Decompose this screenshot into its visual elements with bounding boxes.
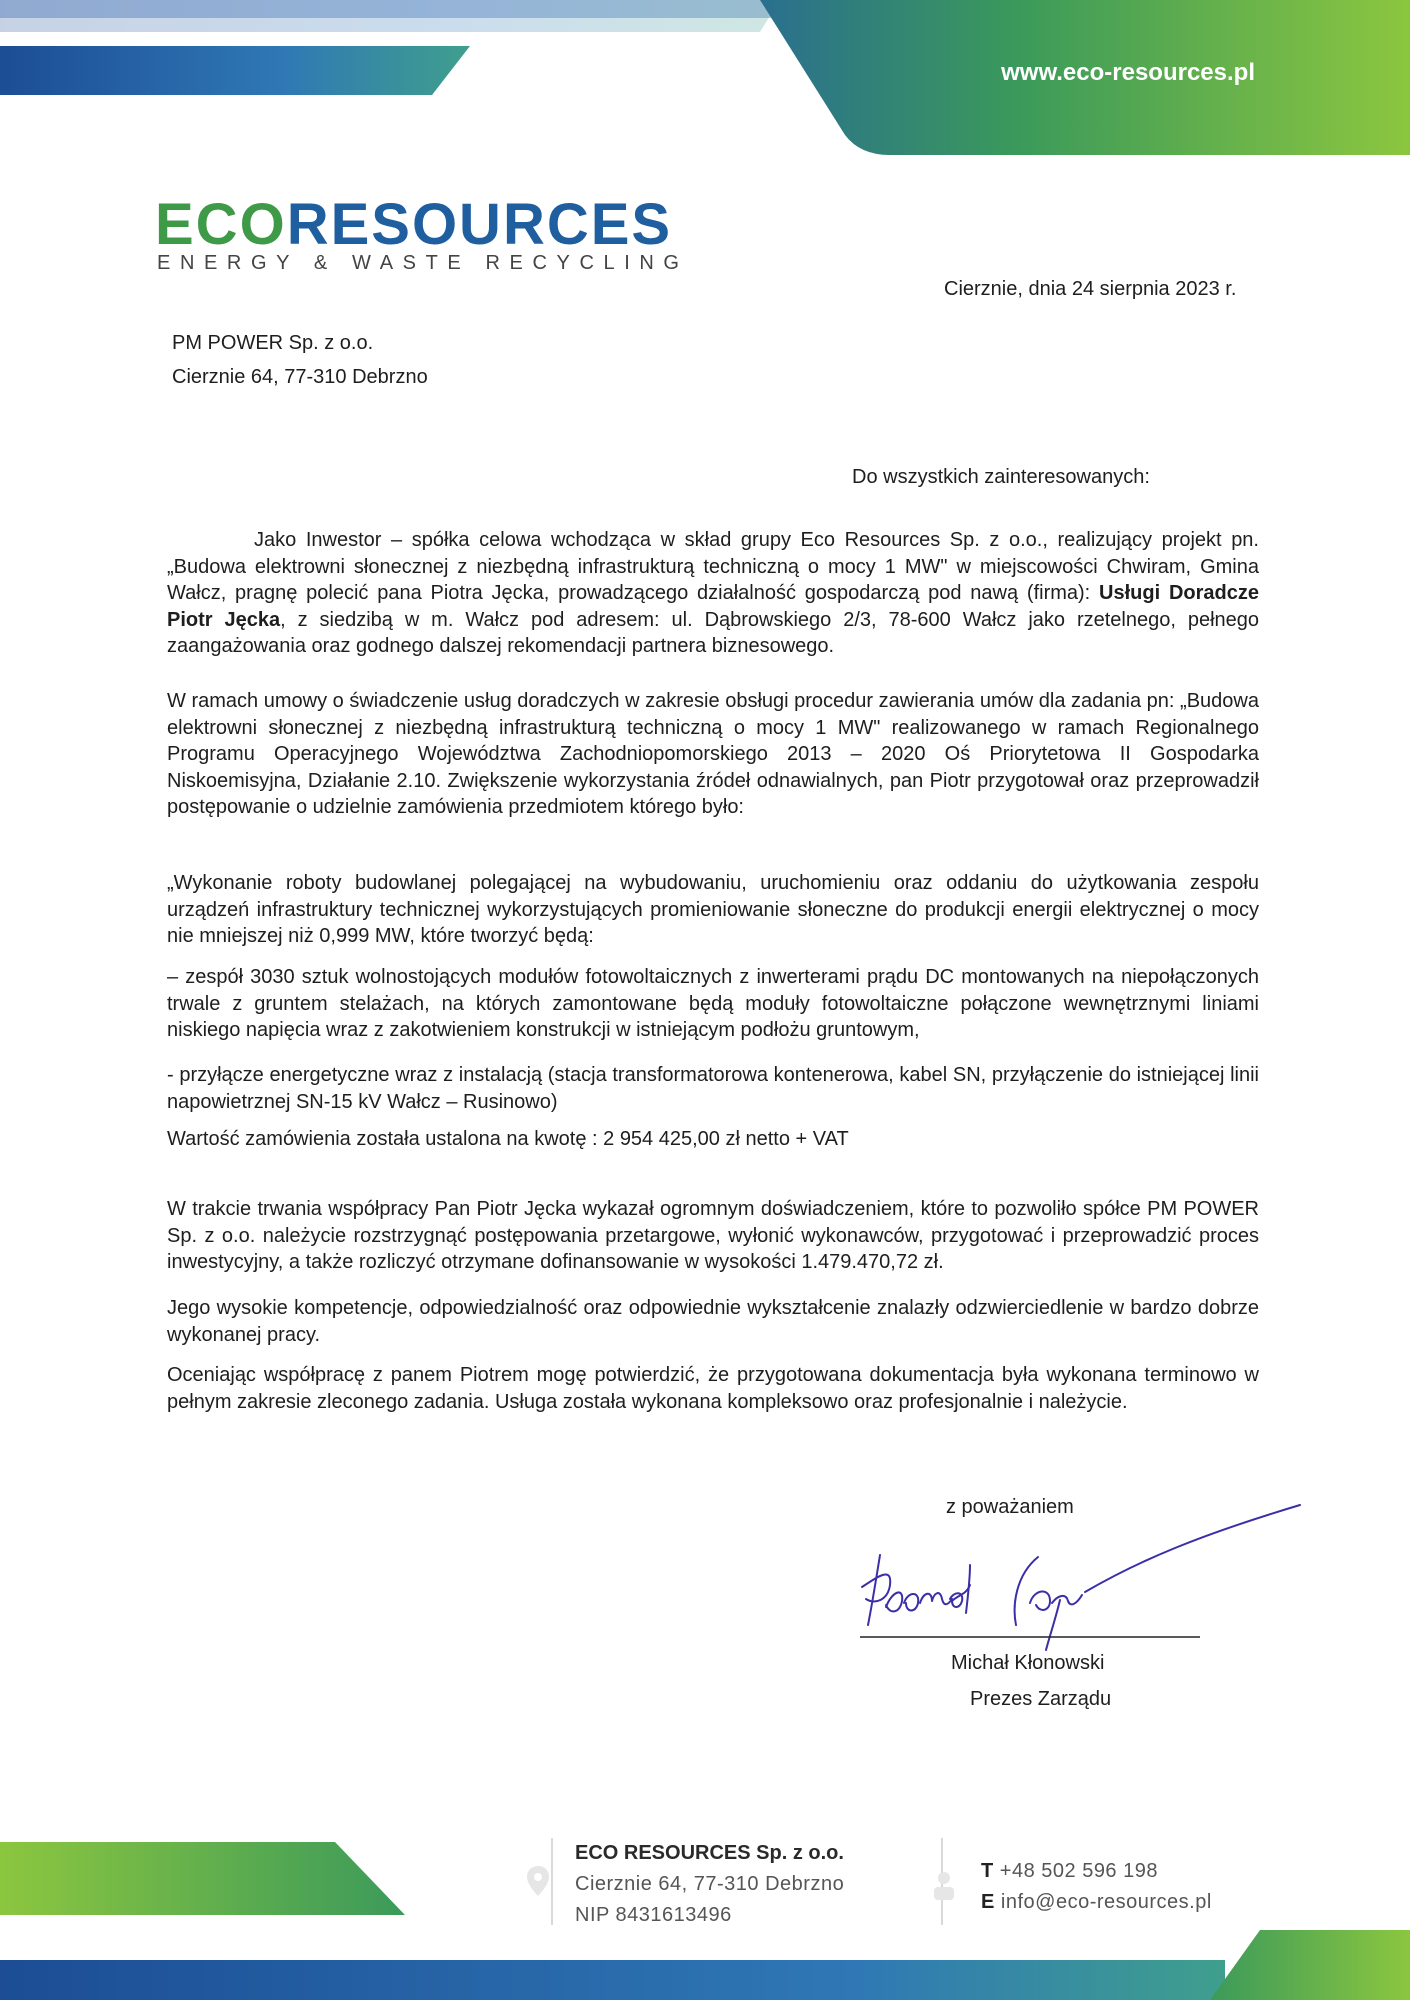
phone-number: +48 502 596 198 <box>999 1860 1158 1882</box>
salutation: Do wszystkich zainteresowanych: <box>852 466 1150 488</box>
contact-person-icon <box>932 1870 956 1902</box>
letter-date: Cierznie, dnia 24 sierpnia 2023 r. <box>944 278 1237 300</box>
phone-label: T <box>981 1860 994 1882</box>
footer-bar-green <box>0 1842 405 1915</box>
bullet-connection: - przyłącze energetyczne wraz z instalacją (stacja transformatorowa kontenerowa, kabel SN, przyłączenie do istniejącej linii napowietrznej SN-15 kV Wałcz – Rusinowo) <box>167 1064 1259 1113</box>
paragraph-1-end: , z siedzibą w m. Wałcz pod adresem: ul. Dąbrowskiego 2/3, 78-600 Wałcz jako rzetelnego, pełnego zaangażowania oraz godnego dalszej rekomendacji partnera biznesowego. <box>167 608 1260 657</box>
paragraph-1 <box>167 527 1259 660</box>
signer-name: Michał Kłonowski <box>951 1652 1105 1674</box>
footer-email[interactable] <box>981 1891 1212 1914</box>
bullet-panels: – zespół 3030 sztuk wolnostojących modułów fotowoltaicznych z inwerterami prądu DC montowanych na niepołączonych trwale z gruntem stelażach, na których zamontowane będą moduły fotowoltaiczne połączone wewnętrznymi liniami niskiego napięcia wraz z zakotwieniem konstrukcji w istniejącym podłożu gruntowym, <box>167 966 1259 1041</box>
paragraph-1-start: Jako Inwestor – spółka celowa wchodząca w skład grupy Eco Resources Sp. z o.o., realizujący projekt pn. „Budowa elektrowni słonecznej z niezbędną infrastrukturą techniczną o mocy 1 MW" w miejscowości Chwiram, Gmina Wałcz, pragnę polecić pana Piotra Jęcka, prowadzącego działalność gospodarczą pod nawą (firma): <box>167 529 1259 604</box>
header-bar-blue-main <box>0 46 470 95</box>
email-address: info@eco-resources.pl <box>1000 1891 1212 1913</box>
email-label: E <box>981 1891 995 1913</box>
footer-address: Cierznie 64, 77-310 Debrzno <box>575 1873 845 1895</box>
order-value: Wartość zamówienia została ustalona na kwotę : 2 954 425,00 zł netto + VAT <box>167 1128 849 1150</box>
logo-tagline: ENERGY & WASTE RECYCLING <box>157 252 689 274</box>
recipient-name: PM POWER Sp. z o.o. <box>172 332 374 354</box>
signer-title: Prezes Zarządu <box>970 1688 1112 1710</box>
logo-eco: ECO <box>155 192 287 257</box>
company-logo <box>155 192 673 257</box>
header-bar-blue <box>0 0 780 32</box>
logo-resources: RESOURCES <box>286 192 673 257</box>
footer-phone[interactable] <box>981 1860 1158 1883</box>
paragraph-4: Jego wysokie kompetencje, odpowiedzialność oraz odpowiednie wykształcenie znalazły odzwierciedlenie w bardzo dobrze wykonanej pracy. <box>167 1297 1259 1346</box>
footer-bar-blue <box>0 1960 1225 2000</box>
recipient-address: Cierznie 64, 77-310 Debrzno <box>172 366 428 388</box>
footer-nip: NIP 8431613496 <box>575 1904 732 1926</box>
paragraph-2: W ramach umowy o świadczenie usług doradczych w zakresie obsługi procedur zawierania umów dla zadania pn: „Budowa elektrowni słonecznej z niezbędną infrastrukturą techniczną o mocy 1 MW" realizowanego w ramach Regionalnego Programu Operacyjnego Województwa Zachodniopomorskiego 2013 – 2020 Oś Priorytetowa II Gospodarka Niskoemisyjna, Działanie 2.10. Zwiększenie wykorzystania źródeł odnawialnych, pan Piotr przygotował oraz przeprowadził postępowanie o udzielnie zamówienia przedmiotem którego było: <box>167 690 1259 818</box>
closing: z poważaniem <box>946 1496 1074 1518</box>
paragraph-3: W trakcie trwania współpracy Pan Piotr Jęcka wykazał ogromnym doświadczeniem, które to pozwoliło spółce PM POWER Sp. z o.o. należycie rozstrzygnąć postępowania przetargowe, wyłonić wykonawców, przygotować i przeprowadzić proces inwestycyjny, a także rozliczyć otrzymane dofinansowanie w wysokości 1.479.470,72 zł. <box>167 1198 1259 1273</box>
footer-bar-green-right <box>1210 1930 1410 2000</box>
quote-paragraph: „Wykonanie roboty budowlanej polegającej na wybudowaniu, uruchomieniu oraz oddaniu do użytkowania zespołu urządzeń infrastruktury technicznej wykorzystujących promieniowanie słoneczne do produkcji energii elektrycznej o mocy nie mniejszej niż 0,999 MW, które tworzyć będą: <box>167 872 1259 947</box>
location-pin-icon <box>525 1864 551 1898</box>
company-name-bold: Usługi Doradcze Piotr Jęcka <box>167 582 1259 631</box>
handwritten-signature <box>820 1495 1320 1675</box>
footer-company: ECO RESOURCES Sp. z o.o. <box>575 1842 844 1864</box>
website-url[interactable]: www.eco-resources.pl <box>1001 59 1255 86</box>
paragraph-5: Oceniając współpracę z panem Piotrem mogę potwierdzić, że przygotowana dokumentacja była wykonana terminowo w pełnym zakresie zleconego zadania. Usługa została wykonana kompleksowo oraz profesjonalnie i należycie. <box>167 1364 1259 1413</box>
